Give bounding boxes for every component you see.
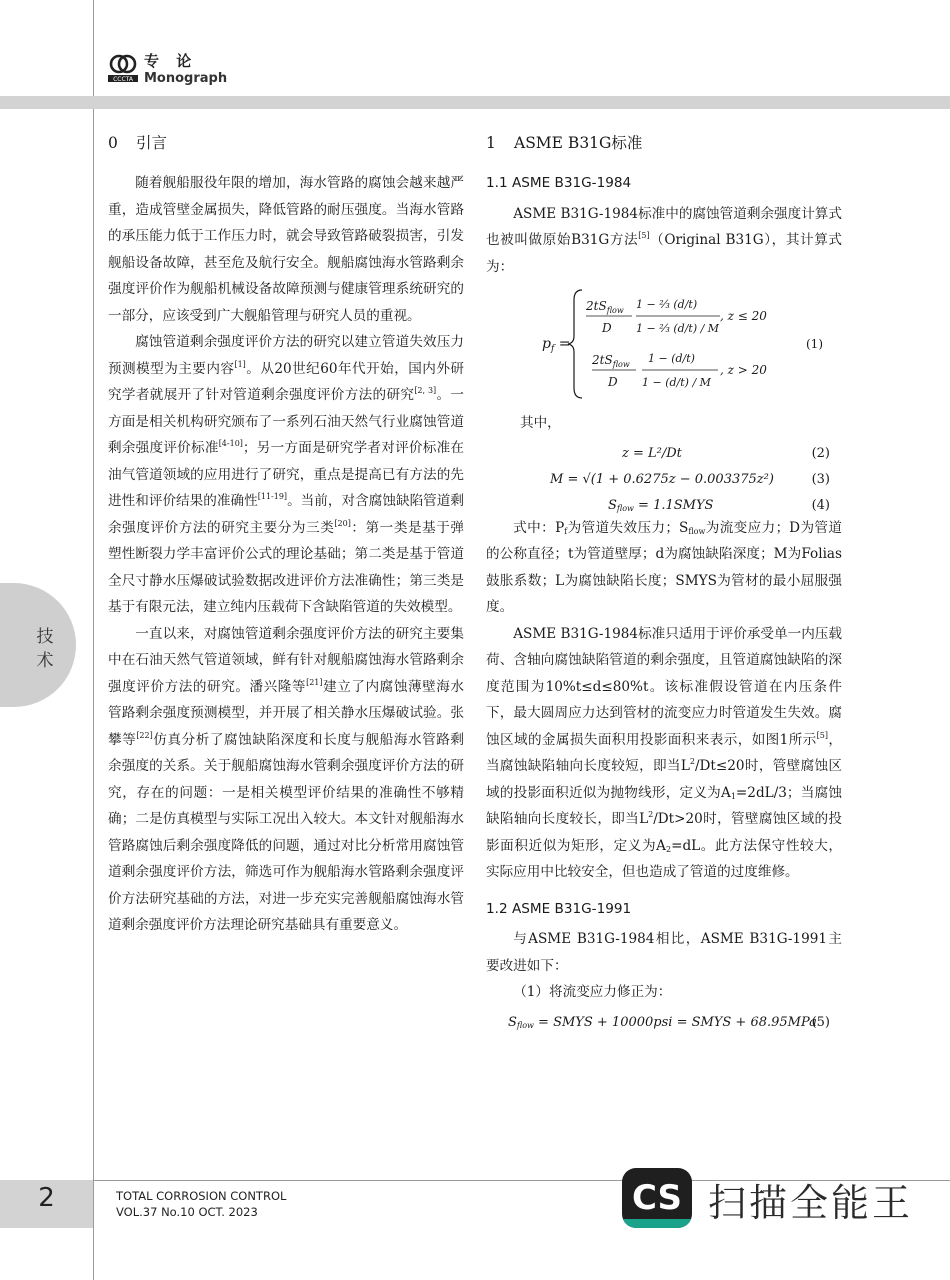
svg-text:2tSflow: $2tS_{flow}$	[592, 353, 630, 369]
equation-3: M = √(1 + 0.6275z − 0.003375z²) (3)	[550, 471, 830, 487]
citation: [22]	[136, 730, 153, 740]
column-title-cn: 专 论	[144, 52, 198, 70]
paragraph: 一直以来，对腐蚀管道剩余强度评价方法的研究主要集中在石油天然气管道领域，鲜有针对舰船腐蚀海水管路剩余强度评价方法的研究。潘兴隆等[21]建立了内腐蚀薄壁海水管路剩余强度预测模型，并开展了相关静水压爆破试验。张攀等[22]仿真分析了腐蚀缺陷深度和长度与舰船海水管路剩余强度的关系。关于舰船腐蚀海水管剩余强度评价方法的研究，存在的问题：一是相关模型评价结果的准确性不够精确；二是仿真模型与实际工况出入较大。本文针对舰船海水管路腐蚀后剩余强度降低的问题，通过对比分析常用腐蚀管道剩余强度评价方法，筛选可作为舰船海水管路剩余强度评价方法研究基础的方法，对进一步充实完善舰船腐蚀海水管道剩余强度评价方法理论研究基础具有重要意义。	[108, 625, 465, 933]
paragraph: ASME B31G-1984标准只适用于评价承受单一内压载荷、含轴向腐蚀缺陷管道的剩余强度，且管道腐蚀缺陷的深度范围为10%t≤d≤80%t。该标准假设管道在内压条件下，最大圆周应力达到管材的流变应力时管道发生失效。腐蚀区域的金属损失面积用投影面积来表示，如图1所示[5]，当腐蚀缺陷轴向长度较短，即当$L^2/Dt\le 20$时，管壁腐蚀区域的投影面积近似为抛物线形，定义为$A_1=2dL/3$；当腐蚀缺陷轴向长度较长，即当$L^2/Dt>20$时，管壁腐蚀区域的投影面积近似为矩形，定义为$A_2=dL$。此方法保守性较大，实际应用中比较安全，但也造成了管道的过度维修。	[486, 625, 842, 880]
paragraph: 与ASME B31G-1984相比，ASME B31G-1991主要改进如下：	[486, 931, 842, 974]
svg-text:1 − ²⁄₃ (d/t): 1 − ²⁄₃ (d/t)	[636, 298, 698, 311]
citation: [5]	[638, 231, 650, 240]
margin-rule	[93, 0, 94, 1280]
paragraph: 其中，	[520, 415, 561, 431]
citation: [21]	[306, 677, 323, 687]
right-column	[486, 130, 842, 1032]
watermark-text: 扫描全能王	[708, 1181, 914, 1225]
paragraph: 随着舰船服役年限的增加，海水管路的腐蚀会越来越严重，造成管壁金属损失，降低管路的耐压强度。当海水管路的承压能力低于工作压力时，就会导致管路破裂损害，引发舰船设备故障，甚至危及航行安全。舰船腐蚀海水管路剩余强度评价作为舰船机械设备故障预测与健康管理系统研究的一部分，应该受到广大舰船管理与研究人员的重视。	[108, 175, 464, 324]
left-column	[108, 130, 464, 939]
subsection-heading: 1.2 ASME B31G-1991	[486, 900, 632, 917]
header-bar	[0, 96, 950, 109]
equation-5: $S_{flow}$ = SMYS + 10000psi = SMYS + 68.95MPa (5)	[508, 1014, 830, 1030]
scanner-watermark	[622, 1158, 912, 1236]
citation: [5]	[816, 730, 829, 740]
svg-text:D: D	[602, 321, 612, 335]
svg-text:pf =: $p_f$ =	[542, 336, 571, 354]
svg-text:1 − (d/t): 1 − (d/t)	[648, 352, 695, 365]
section-title: ASME B31G标准	[514, 134, 643, 152]
citation: [2, 3]	[414, 386, 437, 395]
svg-text:D: D	[608, 375, 618, 389]
side-tab-label: 技术	[36, 627, 54, 671]
paragraph: （1）将流变应力修正为：	[513, 984, 672, 1000]
svg-text:1 − ²⁄₃ (d/t) / M: 1 − ²⁄₃ (d/t) / M	[636, 322, 720, 335]
journal-title: TOTAL CORROSION CONTROL	[116, 1189, 287, 1203]
section-number: 1	[486, 134, 496, 152]
svg-text:(1): (1)	[806, 337, 823, 351]
svg-text:, z ≤ 20: , z ≤ 20	[720, 309, 767, 323]
svg-text:1 − (d/t) / M: 1 − (d/t) / M	[642, 376, 711, 389]
section-number: 0	[108, 134, 118, 152]
column-title-en: Monograph	[144, 71, 228, 86]
section-heading-intro	[108, 130, 464, 156]
subsection-heading: 1.1 ASME B31G-1984	[486, 175, 632, 191]
logo-text: CCCTA	[113, 76, 133, 82]
journal-logo	[108, 52, 138, 82]
svg-text:, z > 20: , z > 20	[720, 363, 767, 377]
equation-4: $S_{flow}$ = 1.1SMYS (4)	[608, 497, 830, 513]
journal-volume: VOL.37 No.10 OCT. 2023	[116, 1205, 258, 1219]
section-heading-asme	[486, 130, 842, 156]
citation: [1]	[234, 359, 246, 369]
equation-2: z = L²/Dt (2)	[622, 445, 830, 461]
citation: [20]	[334, 518, 351, 528]
paragraph: 式中：$P_f$为管道失效压力；$S_{flow}$为流变应力；D为管道的公称直径；t为管道壁厚；d为腐蚀缺陷深度；M为Folias鼓胀系数；L为腐蚀缺陷长度；SMYS为管材的最小屈服强度。	[486, 519, 843, 615]
page-number: 2	[38, 1183, 55, 1213]
citation: [11-19]	[257, 492, 288, 501]
journal-info	[116, 1188, 286, 1220]
citation: [4-10]	[218, 439, 243, 448]
svg-text:2tSflow: $2tS_{flow}$	[586, 299, 624, 315]
section-title: 引言	[136, 134, 168, 152]
paragraph: ASME B31G-1984标准中的腐蚀管道剩余强度计算式也被叫做原始B31G方法[5]（Original B31G），其计算式为：	[486, 205, 842, 275]
camscanner-icon: CS	[622, 1168, 692, 1228]
paragraph: 腐蚀管道剩余强度评价方法的研究以建立管道失效压力预测模型为主要内容[1]。从20世纪60年代开始，国内外研究学者就展开了针对管道剩余强度评价方法的研究[2, 3]。一方面是相关机构研究颁布了一系列石油天然气行业腐蚀管道剩余强度评价标准[4-10]；另一方面是研究学者对评价标准在油气管道领域的应用进行了研究，重点是提高已有方法的先进性和评价结果的准确性[11-19]。当前，对含腐蚀缺陷管道剩余强度评价方法的研究主要分为三类[20]：第一类是基于弹塑性断裂力学丰富评价公式的理论基础；第二类是基于管道全尺寸静水压爆破试验数据改进评价方法准确性；第三类是基于有限元法，建立纯内压载荷下含缺陷管道的失效模型。	[108, 334, 465, 615]
equation-1	[486, 284, 842, 404]
